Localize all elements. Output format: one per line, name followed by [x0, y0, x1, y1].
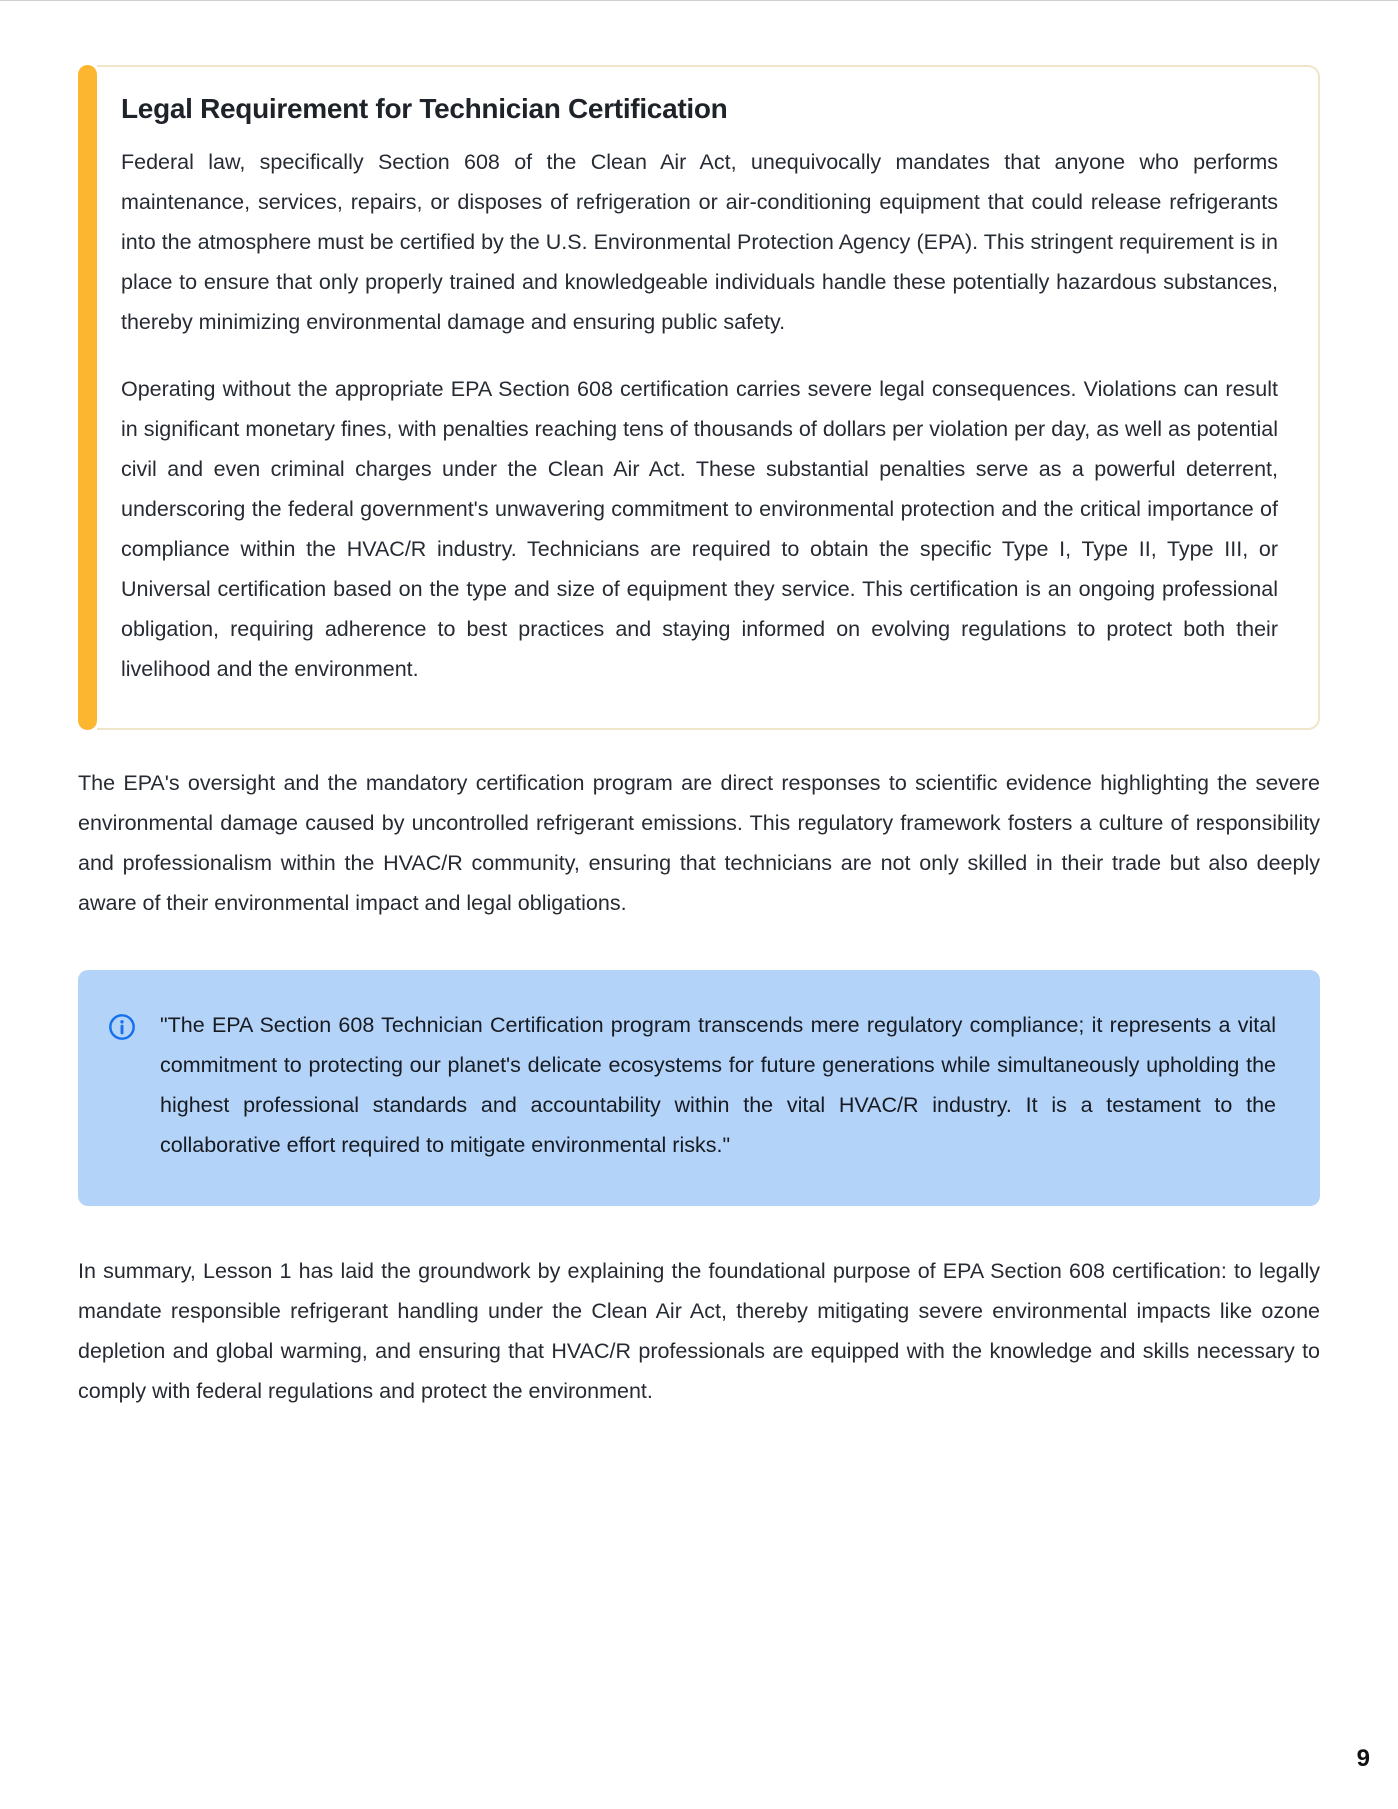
body-paragraph-oversight: The EPA's oversight and the mandatory certification program are direct responses to scientific evidence highlighting the severe environmental damage caused by uncontrolled refrigerant emissions. This regulatory framework fosters a culture of responsibility and professionalism within the HVAC/R community, ensuring that technicians are not only skilled in their trade but also deeply aware of their environmental impact and legal obligations. — [78, 770, 1320, 915]
callout-paragraph: Operating without the appropriate EPA Section 608 certification carries severe legal consequences. Violations can result in significant monetary fines, with penalties reaching tens of thousands of dollars per violation per day, as well as potential civil and even criminal charges under the Clean Air Act. These substantial penalties serve as a powerful deterrent, underscoring the federal government's unwavering commitment to environmental protection and the critical importance of compliance within the HVAC/R industry. Technicians are required to obtain the specific Type I, Type II, Type III, or Universal certification based on the type and size of equipment they service. This certification is an ongoing professional obligation, requiring adherence to best practices and staying informed on evolving regulations to protect both their livelihood and the environment. — [121, 376, 1278, 681]
page-number: 9 — [1356, 1745, 1370, 1772]
quote-text: "The EPA Section 608 Technician Certification program transcends mere regulatory compliance; it represents a vital commitment to protecting our planet's delicate ecosystems for future generations while simultaneously upholding the highest professional standards and accountability within the vital HVAC/R industry. It is a testament to the collaborative effort required to mitigate environmental risks." — [160, 1012, 1276, 1157]
info-icon — [108, 1013, 136, 1041]
callout-title: Legal Requirement for Technician Certification — [121, 93, 728, 124]
info-quote-box — [78, 970, 1320, 1206]
callout-paragraph: Federal law, specifically Section 608 of the Clean Air Act, unequivocally mandates that anyone who performs maintenance, services, repairs, or disposes of refrigeration or air-conditioning equipment that could release refrigerants into the atmosphere must be certified by the U.S. Environmental Protection Agency (EPA). This stringent requirement is in place to ensure that only properly trained and knowledgeable individuals handle these potentially hazardous substances, thereby minimizing environmental damage and ensuring public safety. — [121, 150, 1278, 334]
callout-accent-bar — [78, 65, 97, 730]
callout-content — [97, 65, 1320, 730]
legal-requirement-callout — [78, 65, 1320, 730]
document-page — [0, 1, 1398, 1412]
body-paragraph-summary: In summary, Lesson 1 has laid the groundwork by explaining the foundational purpose of EPA Section 608 certification: to legally mandate responsible refrigerant handling under the Clean Air Act, thereby mitigating severe environmental impacts like ozone depletion and global warming, and ensuring that HVAC/R professionals are equipped with the knowledge and skills necessary to comply with federal regulations and protect the environment. — [78, 1258, 1320, 1403]
